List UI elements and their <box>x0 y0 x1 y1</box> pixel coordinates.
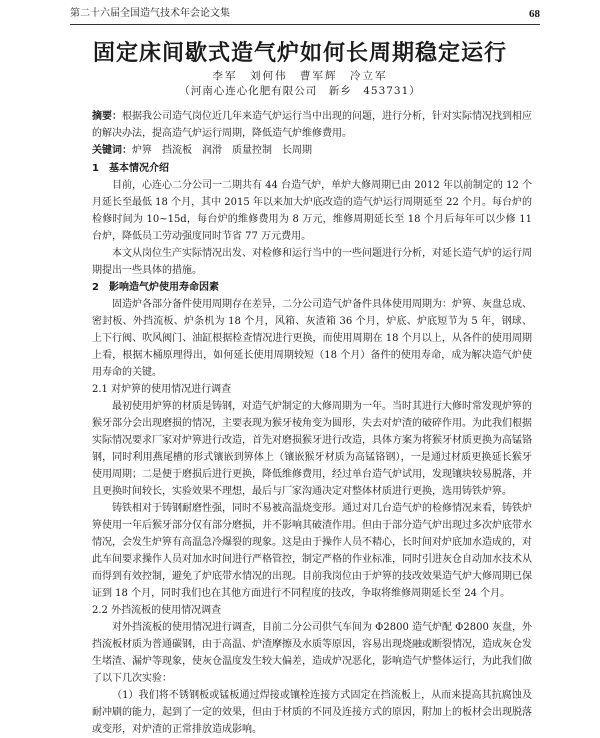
section-2-2-heading: 2.2 外挡流板的使用情况调查 <box>92 605 222 616</box>
page-number: 68 <box>529 8 540 20</box>
running-header-title: 第二十六届全国造气技术年会论文集 <box>70 8 230 19</box>
section-2-paragraph-1: 固造炉各部分备件使用周期存在差异，二分公司造气炉备件具体使用周期为：炉箅、灰盘总成、密封板、外挡流板、炉条机为 18 个月，风箱、灰渣箱 36 个月，炉底、炉底短节为 5 年，钢球、上下行阀、吹风阀门、油缸根据检查情况进行更换，而使用周期在 18 个月以上，从各件的使用周期上看，根据木桶原理得出，如何延长使用周期较短（18 个月）备件的使用寿命，成为解决造气炉使用寿命的关键。 <box>92 299 532 378</box>
section-2-2-paragraph-2: （1）我们将不锈钢板或锰板通过焊接或镶栓连接方式固定在挡流板上，从而来提高其抗腐蚀及耐冲刷的能力，起到了一定的效果，但由于材质的不同及连接方式的原因，附加上的板材会出现脱落或变形，对炉渣的正常排放造成影响。 <box>92 690 532 735</box>
running-header <box>70 6 540 25</box>
abstract <box>92 108 532 142</box>
section-1-paragraph-2: 本文从岗位生产实际情况出发、对检修和运行当中的一些问题进行分析，对延长造气炉的运行周期提出一些具体的措施。 <box>92 248 532 276</box>
keywords-label: 关键词： <box>92 145 132 156</box>
keywords <box>92 142 532 159</box>
affiliation: （河南心连心化肥有限公司 新乡 453731） <box>179 85 421 97</box>
section-1-heading: 1 基本情况介绍 <box>92 163 169 174</box>
section-2-1-paragraph-2: 铸铁相对于铸钢耐磨性强，同时不易被高温烧变形。通过对几台造气炉的检修情况来看，铸铁炉箅使用一年后猴牙部分仅有部分磨损，并不影响其破渣作用。但由于部分造气炉出现过多次炉底带水情况，会发生炉箅有高温急冷爆裂的现象。这是由于操作人员不精心，长时间对炉底加水造成的，对此车间要求操作人员对加水时间进行严格管控，制定严格的作业标准，同时引进灰仓自动加水技术从而得到有效控制，避免了炉底带水情况的出现。目前我岗位由于炉箅的技改效果造气炉大修周期已保证到 18 个月，同时我们也在其他方面进行不同程度的技改，争取将维修周期延长至 24 个月。 <box>92 503 532 599</box>
paper-title: 固定床间歇式造气炉如何长周期稳定运行 <box>92 41 507 66</box>
keywords-text: 炉箅 挡流板 润滑 质量控制 长周期 <box>132 145 312 156</box>
main-text <box>92 160 532 738</box>
authors: 李军 刘何伟 曹军辉 冷立军 <box>212 70 388 82</box>
section-2-heading: 2 影响造气炉使用寿命因素 <box>92 282 219 293</box>
section-2-1-paragraph-1: 最初使用炉箅的材质是铸钢，对造气炉制定的大修周期为一年。当时其进行大修时常发现炉箅的猴牙部分会出现磨损的情况，主要表现为猴牙棱角变为圆形，失去对炉渣的破碎作用。为此我们根据实际情况要求厂家对炉箅进行改造，首先对磨损猴牙进行改造，具体方案为将猴牙材质更换为高锰铬钢，同时利用燕尾槽的形式镶嵌到箅体上（镶嵌猴牙材质为高锰铬钢），一是通过材质更换延长猴牙使用周期；二是便于磨损后进行更换，降低维修费用，经过单台造气炉试用，发现镶块较易脱落，并且更换时间较长，实验效果不理想，最后与厂家沟通决定对整体材质进行更换，选用铸铁炉箅。 <box>92 401 532 497</box>
abstract-block <box>92 108 532 159</box>
section-2-1-heading: 2.1 对炉箅的使用情况进行调查 <box>92 384 232 395</box>
abstract-label: 摘要： <box>92 111 122 122</box>
section-2-2-paragraph-1: 对外挡流板的使用情况进行调查，目前二分公司供气车间为 Φ2800 造气炉配 Φ2800 灰盘，外挡流板材质为普通碳钢，由于高温、炉渣摩擦及水质等原因，容易出现烧融或断裂情况，造成灰仓发生堵渣、漏炉等现象，使灰仓温度发生较大偏差，造成炉况恶化，影响造气炉整体运行，为此我们做了以下几次实验： <box>92 622 533 684</box>
section-1-paragraph-1: 目前，心连心二分公司一二期共有 44 台造气炉，单炉大修周期已由 2012 年以前制定的 12 个月延长至最低 18 个月，其中 2015 年以来加大炉底改造的造气炉运行周期延至 22 个月。每台炉的检修时间为 10~15d，每台炉的维修费用为 8 万元，维修周期延长至 18 个月后每年可以少修 11 台炉，降低员工劳动强度同时节省 77 万元费用。 <box>92 180 532 242</box>
abstract-text: 根据我公司造气岗位近几年来造气炉运行当中出现的问题，进行分析，针对实际情况找到相应的解决办法，提高造气炉运行周期，降低造气炉维修费用。 <box>92 111 532 139</box>
